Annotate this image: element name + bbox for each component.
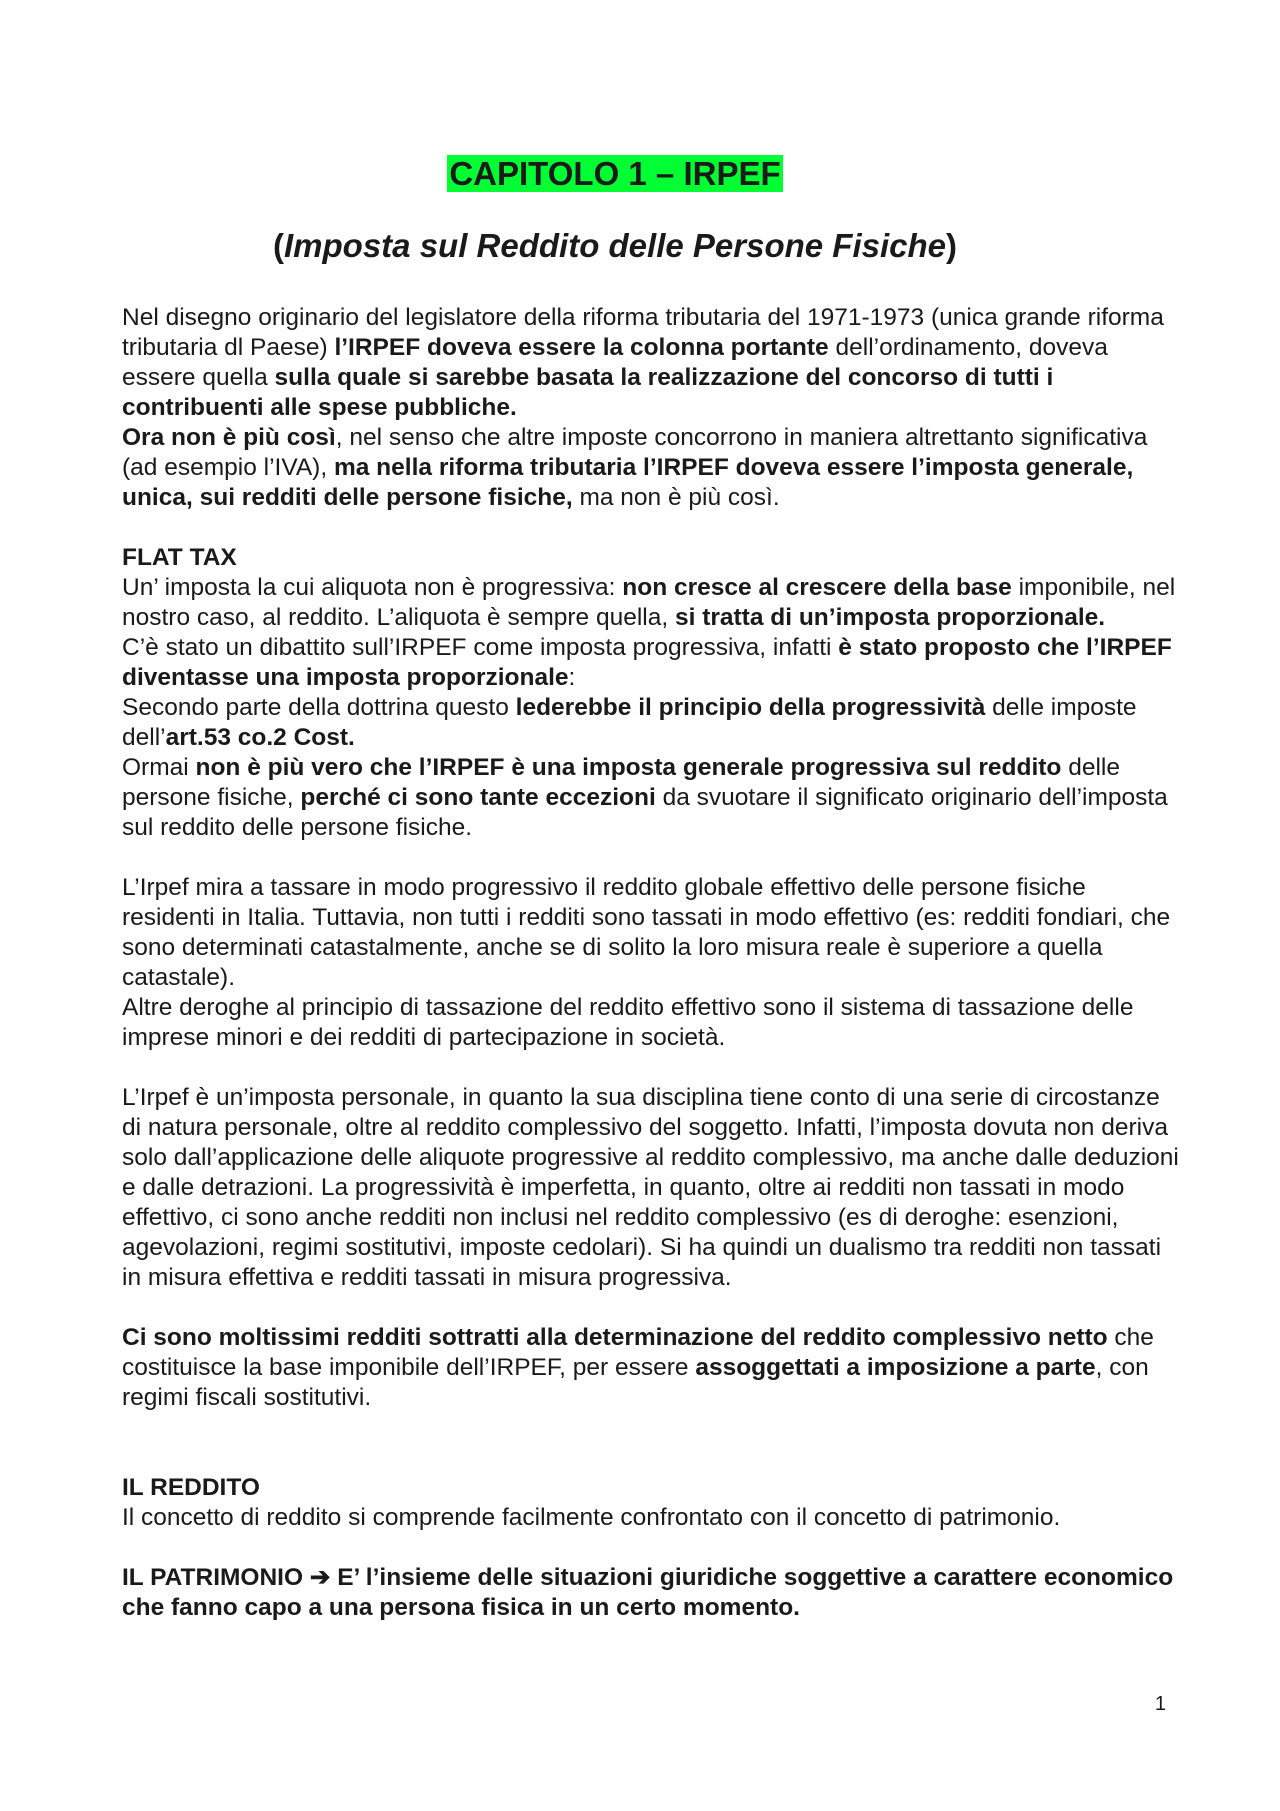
para5-segment: Secondo parte della dottrina questo [122,694,516,721]
para3-segment: non cresce al crescere della base [622,574,1012,601]
para2-segment: ma nella riforma tributaria l’IRPEF doveva essere l’imposta generale, unica, sui redditi delle persone fisiche, [122,454,1134,511]
para6-segment: da svuotare il significato originario dell’imposta sul reddito delle persone fisiche. [122,784,1168,841]
chapter-subtitle [0,226,1230,266]
paragraph-1 [122,303,1182,423]
paragraph-3 [122,573,1182,633]
para6-segment: perché ci sono tante eccezioni [300,784,656,811]
para2-segment: Ora non è più così [122,424,336,451]
page-number: 1 [1154,1693,1166,1715]
para3-segment: si tratta di un’imposta proporzionale. [674,604,1106,631]
paragraph-9: L’Irpef è un’imposta personale, in quanto la sua disciplina tiene conto di una serie di circostanze di natura personale, oltre al reddito complessivo del soggetto. Infatti, l’imposta dovuta non deriva solo dall’applicazione delle aliquote progressive al reddito complessivo, ma anche dalle deduzioni e dalle detrazioni. La progressività è imperfetta, in quanto, oltre ai redditi non tassati in modo effettivo, ci sono anche redditi non inclusi nel reddito complessivo (es di deroghe: esenzioni, agevolazioni, regimi sostitutivi, imposte cedolari). Si ha quindi un dualismo tra redditi non tassati in misura effettiva e redditi tassati in misura progressiva. [122,1084,1179,1291]
para10-segment: , con regimi fiscali sostitutivi. [122,1354,1149,1411]
para5-segment: art.53 co.2 Cost. [165,724,355,751]
para4-segment: : [568,664,576,691]
paragraph-7: L’Irpef mira a tassare in modo progressivo il reddito globale effettivo delle persone fisiche residenti in Italia. Tuttavia, non tutti i redditi sono tassati in modo effettivo (es: redditi fondiari, che sono determinati catastalmente, anche se di solito la loro misura reale è superiore a quella catastale). [122,874,1171,991]
arrow-right-icon: ➔ [309,1564,331,1591]
paragraph-2 [122,423,1182,513]
reddito-heading: IL REDDITO [122,1474,260,1501]
paragraph-6 [122,753,1182,843]
para4-segment: è stato proposto che l’IRPEF diventasse una imposta proporzionale [122,634,1172,691]
para6-segment: non è più vero che l’IRPEF è una imposta generale progressiva sul reddito [195,754,1062,781]
paragraph-5 [122,693,1182,753]
subtitle-text: Imposta sul Reddito delle Persone Fisiche [284,227,946,264]
para10-segment: assoggettati a imposizione a parte [695,1354,1096,1381]
para1-segment: l’IRPEF doveva essere la colonna portante [334,334,829,361]
paragraph-4 [122,633,1182,693]
para6-segment: Ormai [122,754,196,781]
para1-segment: Nel disegno originario del legislatore della riforma tributaria del 1971-1973 (unica grande riforma tributaria dl Paese) [122,304,1164,361]
para4-segment: C’è stato un dibattito sull’IRPEF come imposta progressiva, infatti [122,634,839,661]
chapter-title-highlight: CAPITOLO 1 – IRPEF [449,155,781,192]
patrimonio-definition [122,1563,1182,1623]
paragraph-10 [122,1323,1182,1413]
para6-segment: delle persone fisiche, [122,754,1120,811]
patrimonio-text: E’ l’insieme delle situazioni giuridiche soggettive a carattere economico che fanno capo a una persona fisica in un certo momento. [122,1564,1174,1621]
document-body [122,303,1182,1623]
paragraph-8: Altre deroghe al principio di tassazione del reddito effettivo sono il sistema di tassazione delle imprese minori e dei redditi di partecipazione in società. [122,994,1134,1051]
para1-segment: dell’ordinamento, doveva essere quella [122,334,1108,391]
para2-segment: ma non è più così. [572,484,780,511]
patrimonio-label: IL PATRIMONIO [122,1564,304,1591]
flat-tax-heading: FLAT TAX [122,544,237,571]
subtitle-open-paren: ( [273,227,284,264]
para5-segment: delle imposte dell’ [122,694,1137,751]
para5-segment: lederebbe il principio della progressività [515,694,986,721]
para3-segment: Un’ imposta la cui aliquota non è progressiva: [122,574,623,601]
subtitle-close-paren: ) [946,227,957,264]
chapter-title [0,154,1230,194]
paragraph-11: Il concetto di reddito si comprende facilmente confrontato con il concetto di patrimonio. [122,1504,1061,1531]
para2-segment: , nel senso che altre imposte concorrono in maniera altrettanto significativa (ad esempio l’IVA), [122,424,1148,481]
para1-segment: sulla quale si sarebbe basata la realizzazione del concorso di tutti i contribuenti alle spese pubbliche. [122,364,1054,421]
para10-segment: che costituisce la base imponibile dell’IRPEF, per essere [122,1324,1154,1381]
para3-segment: imponibile, nel nostro caso, al reddito. L’aliquota è sempre quella, [122,574,1176,631]
para10-segment: Ci sono moltissimi redditi sottratti alla determinazione del reddito complessivo netto [122,1324,1108,1351]
